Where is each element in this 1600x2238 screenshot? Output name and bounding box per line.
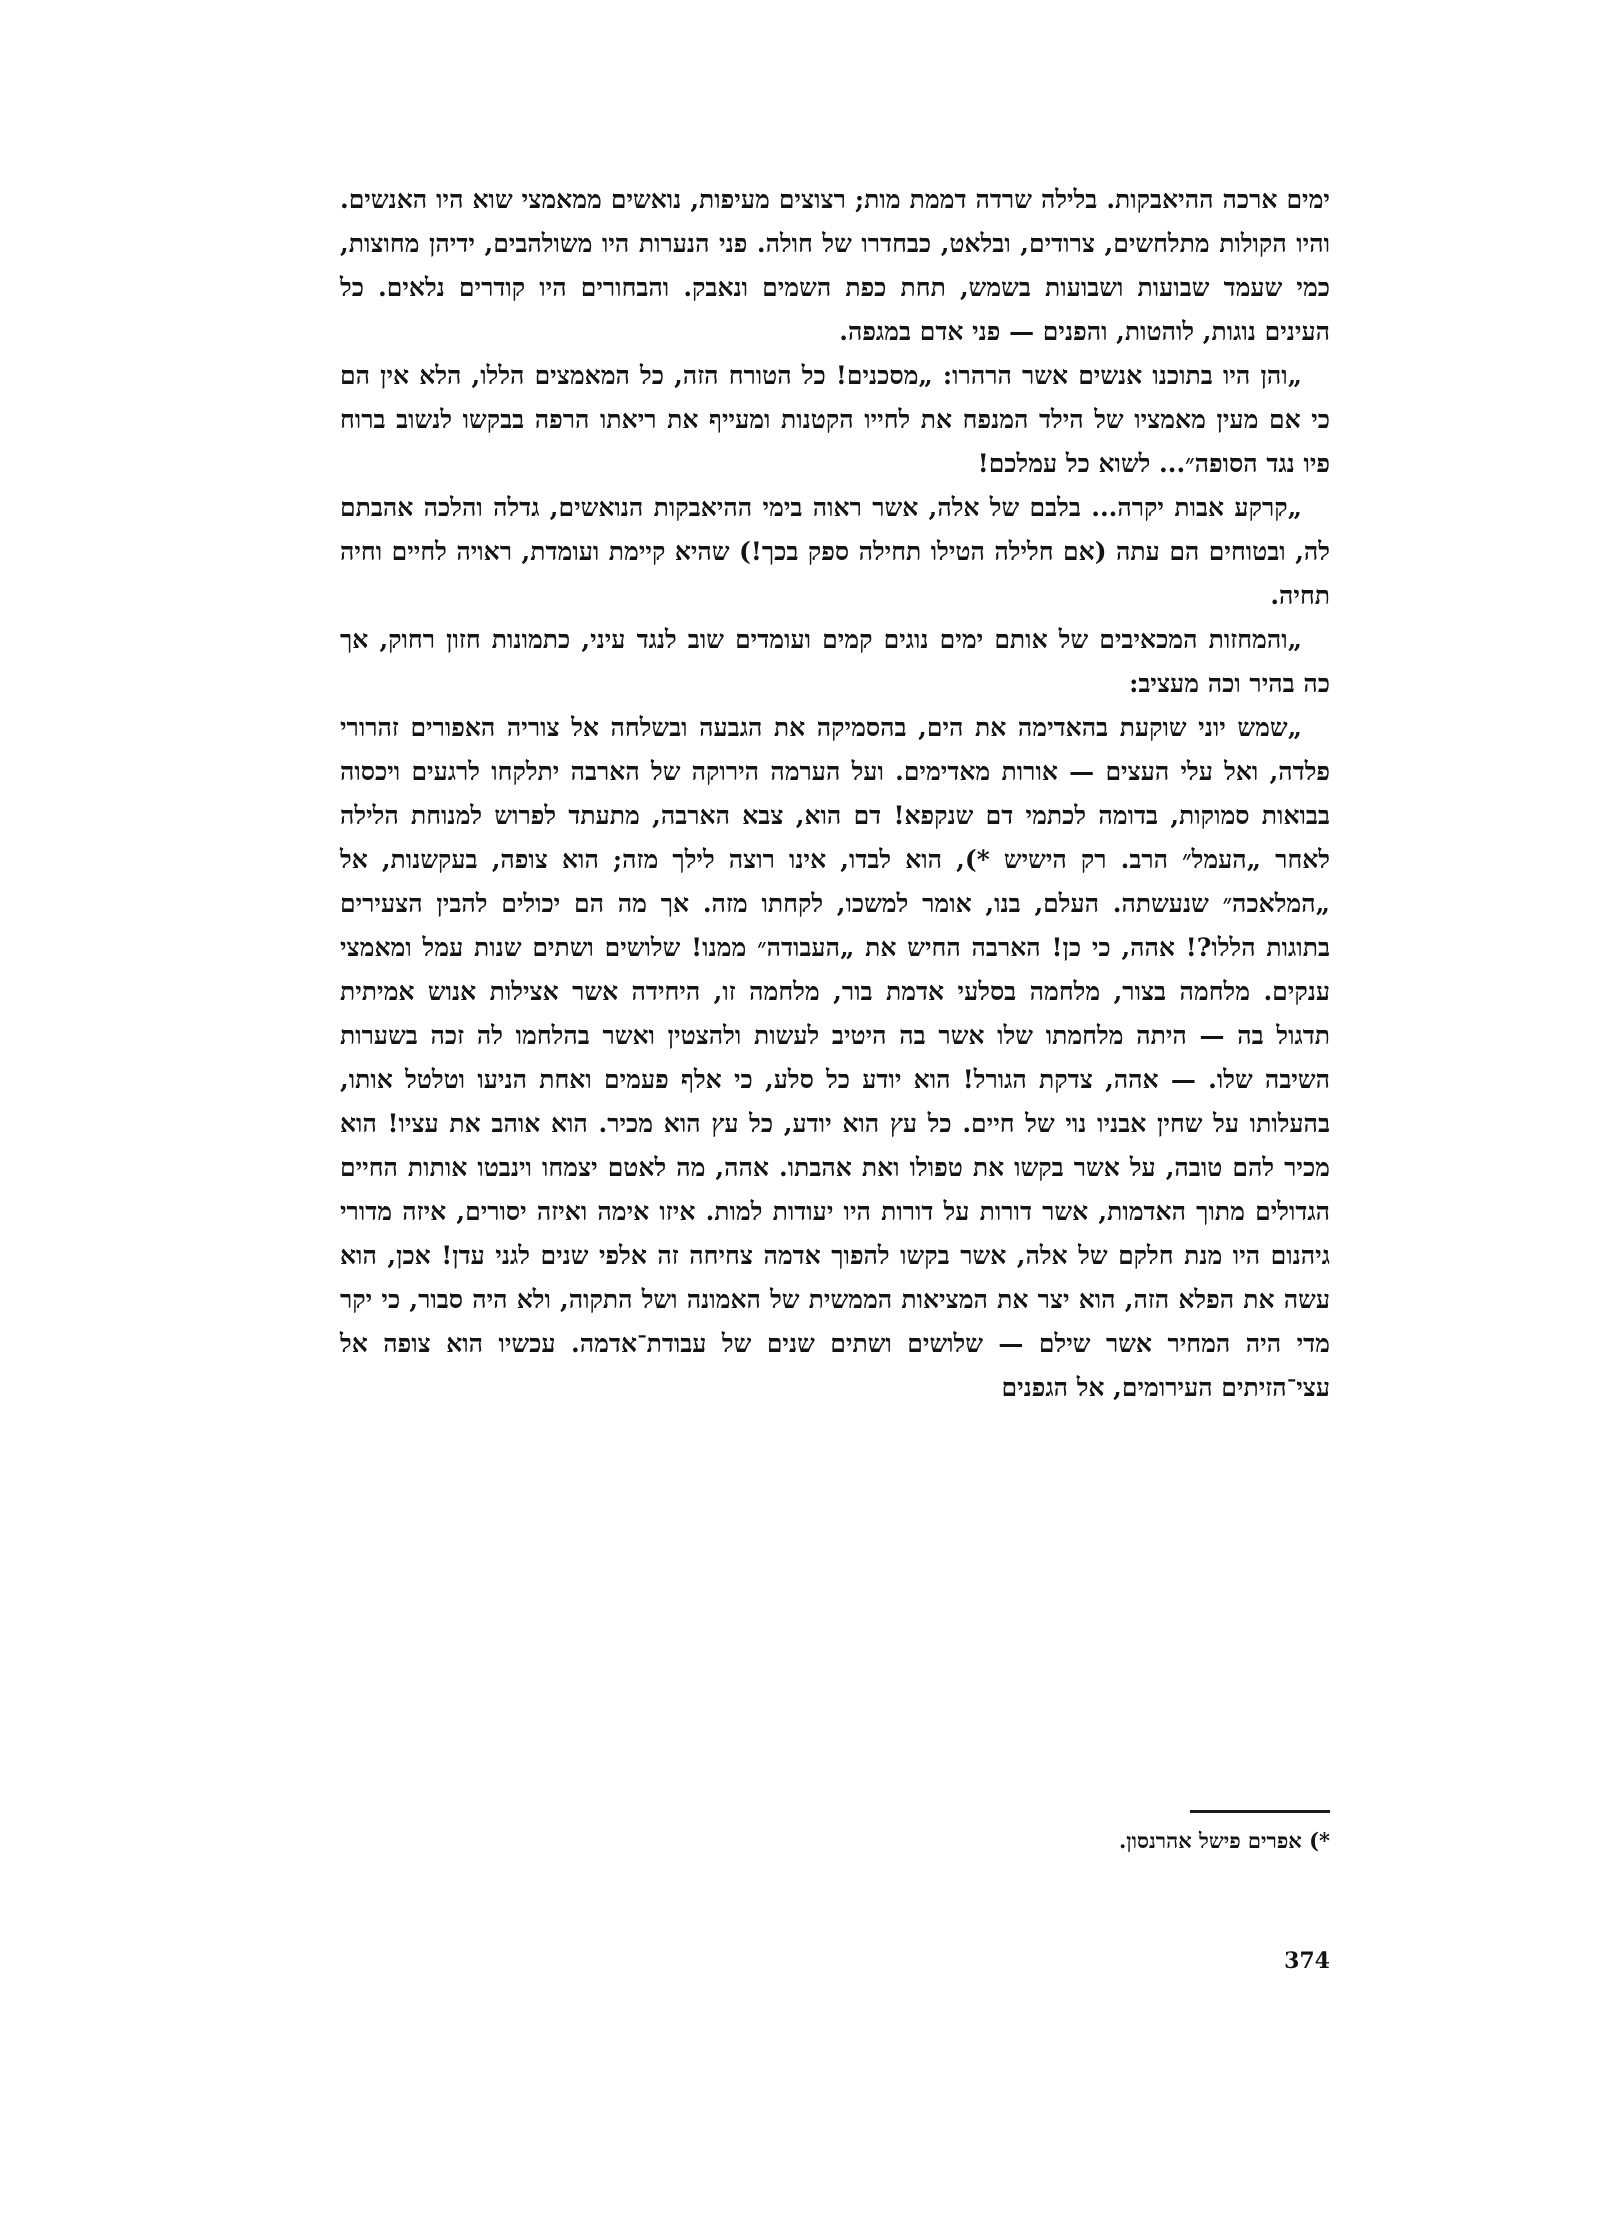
paragraph-1: ימים ארכה ההיאבקות. בלילה שרדה דממת מות; רצוצים מעיפות, נואשים ממאמצי שוא היו האנשים. והיו הקולות מתלחשים, צרודים, ובלאט, כבחדרו של חולה. פני הנערות היו משולהבים, ידיהן מחוצות, כמי שעמד שבועות ושבועות בשמש, תחת כפת השמים ונאבק. והבחורים היו קודרים נלאים. כל העינים נוגות, לוהטות, והפנים — פני אדם במגפה.	[340, 185, 1330, 346]
page-number: 374	[1284, 1948, 1330, 1974]
body-text	[340, 178, 1330, 1410]
paragraph-5: „שמש יוני שוקעת בהאדימה את הים, בהסמיקה את הגבעה ובשלחה אל צוריה האפורים זהרורי פלדה, ואל עלי העצים — אורות מאדימים. ועל הערמה הירוקה של הארבה יתלקחו לרגעים ויכסוה בבואות סמוקות, בדומה לכתמי דם שנקפא! דם הוא, צבא הארבה, מתעתד לפרוש למנוחת הלילה לאחר „העמל״ הרב. רק הישיש *), הוא לבדו, אינו רוצה לילך מזה; הוא צופה, בעקשנות, אל „המלאכה״ שנעשתה. העלם, בנו, אומר למשכו, לקחתו מזה. אך מה הם יכולים להבין הצעירים בתוגות הללו?! אהה, כי כן! הארבה החיש את „העבודה״ ממנו! שלושים ושתים שנות עמל ומאמצי ענקים. מלחמה בצור, מלחמה בסלעי אדמת בור, מלחמה זו, היחידה אשר אצילות אנוש אמיתית תדגול בה — היתה מלחמתו שלו אשר בה היטיב לעשות ולהצטין ואשר בהלחמו לה זכה בשערות השיבה שלו. — אהה, צדקת הגורל! הוא יודע כל סלע, כי אלף פעמים ואחת הניעו וטלטל אותו, בהעלותו על שחין אבניו נוי של חיים. כל עץ הוא יודע, כל עץ הוא מכיר. הוא אוהב את עציו! הוא מכיר להם טובה, על אשר בקשו את טפולו ואת אהבתו. אהה, מה לאטם יצמחו וינבטו אותות החיים הגדולים מתוך האדמות, אשר דורות על דורות היו יעודות למות. איזו אימה ואיזה יסורים, איזה מדורי גיהנום היו מנת חלקם של אלה, אשר בקשו להפוך אדמה צחיחה זה אלפי שנים לגני עדן! אכן, הוא עשה את הפלא הזה, הוא יצר את המציאות הממשית של האמונה ושל התקוה, ולא היה סבור, כי יקר מדי היה המחיר אשר שילם — שלושים ושתים שנים של עבודת־אדמה. עכשיו הוא צופה אל עצי־הזיתים העירומים, אל הגפנים	[340, 713, 1330, 1402]
paragraph-4: „והמחזות המכאיבים של אותם ימים נוגים קמים ועומדים שוב לנגד עיני, כתמונות חזון רחוק, אך כה בהיר וכה מעציב:	[340, 625, 1330, 698]
paragraph-2: „והן היו בתוכנו אנשים אשר הרהרו: „מסכנים! כל הטורח הזה, כל המאמצים הללו, הלא אין הם כי אם מעין מאמציו של הילד המנפח את לחייו הקטנות ומעייף את ריאתו הרפה בבקשו לנשוב ברוח פיו נגד הסופה״... לשוא כל עמלכם!	[340, 361, 1330, 478]
footnote-divider	[1190, 1810, 1330, 1813]
paragraph-3: „קרקע אבות יקרה... בלבם של אלה, אשר ראוה בימי ההיאבקות הנואשים, גדלה והלכה אהבתם לה, ובטוחים הם עתה (אם חלילה הטילו תחילה ספק בכך!) שהיא קיימת ועומדת, ראויה לחיים וחיה תחיה.	[340, 493, 1330, 610]
footnote: *) אפרים פישל אהרנסון.	[1119, 1828, 1330, 1853]
